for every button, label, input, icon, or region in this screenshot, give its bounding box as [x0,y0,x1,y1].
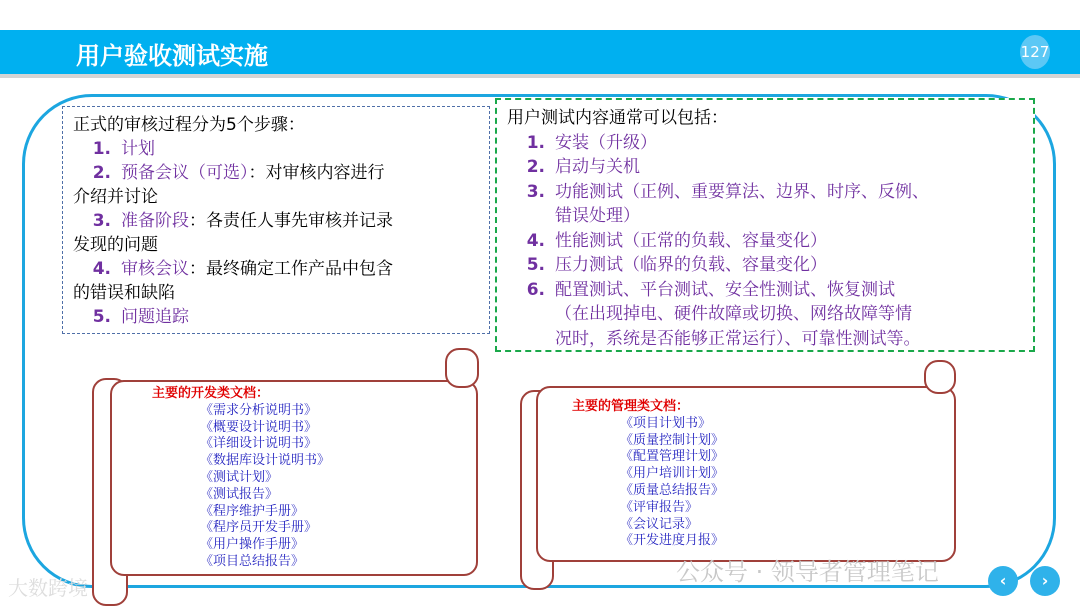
test-item [507,278,1023,303]
mgmt-doc-item: 《质量控制计划》 [620,432,725,448]
dev-doc-item: 《概要设计说明书》 [200,419,318,435]
step-title: 问题追踪 [121,307,189,327]
page-title: 用户验收测试实施 [76,42,268,70]
mgmt-doc-item: 《质量总结报告》 [620,482,725,498]
test-number: 2. [526,157,545,177]
step-continuation: 发现的问题 [73,235,158,255]
review-process-box [62,106,490,334]
dev-doc-item: 《程序员开发手册》 [200,520,318,536]
test-text: 压力测试（临界的负载、容量变化） [555,255,827,275]
test-continuation: （在出现掉电、硬件故障或切换、网络故障等情 [555,304,912,324]
step-title: 审核会议 [121,259,189,279]
mgmt-doc-item: 《开发进度月报》 [620,533,725,549]
step-text [121,305,189,329]
test-text: 性能测试（正常的负载、容量变化） [555,230,827,251]
prev-button[interactable]: ‹ [988,566,1018,596]
review-intro: 正式的审核过程分为5个步骤： [73,115,305,135]
page-number: 127 [1020,35,1050,69]
review-step [73,209,479,233]
step-number: 2. [92,163,111,183]
step-detail: ：各责任人事先审核并记录 [189,211,393,231]
step-text [121,257,393,281]
dev-doc-item: 《用户操作手册》 [200,537,305,553]
test-item [507,253,1023,278]
dev-doc-item: 《测试报告》 [200,486,279,502]
test-number: 3. [526,181,545,202]
step-title: 计划 [121,139,155,159]
step-text [121,161,385,185]
test-number: 6. [526,279,545,300]
dev-docs-heading: 主要的开发类文档： [152,386,270,401]
test-text: 启动与关机 [555,157,640,177]
mgmt-doc-item: 《评审报告》 [620,499,699,515]
review-step [73,137,479,161]
step-detail: ：对审核内容进行 [248,163,385,183]
dev-doc-item: 《数据库设计说明书》 [200,453,331,469]
review-step [73,257,479,281]
next-button[interactable]: › [1030,566,1060,596]
step-number: 5. [92,307,111,327]
test-text: 配置测试、平台测试、安全性测试、恢复测试 [555,279,895,300]
test-number: 4. [526,230,545,251]
brand-watermark: 大数跨境 [8,576,88,600]
mgmt-doc-item: 《配置管理计划》 [620,449,725,465]
test-item [507,180,1023,205]
user-test-intro: 用户测试内容通常可以包括： [507,108,728,128]
test-text: 功能测试（正例、重要算法、边界、时序、反例、 [555,181,929,202]
step-text [121,209,393,233]
step-continuation: 介绍并讨论 [73,187,158,207]
review-step [73,161,479,185]
test-number: 1. [526,132,545,153]
user-test-box [495,98,1035,352]
scroll-top-curl [445,348,479,388]
scroll-top-curl [924,360,956,394]
dev-doc-item: 《需求分析说明书》 [200,402,318,418]
mgmt-docs-heading: 主要的管理类文档： [572,399,690,414]
dev-doc-item: 《测试计划》 [200,469,279,485]
test-item [507,131,1023,156]
test-continuation: 况时，系统是否能够正常运行）、可靠性测试等。 [555,328,921,349]
test-text: 安装（升级） [555,132,657,153]
step-title: 预备会议（可选） [121,163,249,183]
step-text [121,137,155,161]
mgmt-doc-item: 《会议记录》 [620,516,699,532]
step-number: 1. [92,139,111,159]
step-number: 3. [92,211,111,231]
step-number: 4. [92,259,111,279]
mgmt-doc-item: 《项目计划书》 [620,415,712,431]
dev-doc-item: 《程序维护手册》 [200,503,305,519]
test-number: 5. [526,255,545,275]
step-title: 准备阶段 [121,211,189,231]
step-continuation: 的错误和缺陷 [73,283,175,303]
wechat-watermark: 公众号 · 领导者管理笔记 [676,558,939,586]
test-item [507,229,1023,254]
mgmt-doc-item: 《用户培训计划》 [620,466,725,482]
test-item [507,155,1023,180]
dev-docs-list [152,386,331,571]
header-bar [0,30,1080,78]
mgmt-docs-list [572,399,725,550]
dev-doc-item: 《详细设计说明书》 [200,436,318,452]
review-step [73,305,479,329]
dev-doc-item: 《项目总结报告》 [200,553,305,569]
test-continuation: 错误处理） [555,206,640,226]
step-detail: ：最终确定工作产品中包含 [189,259,393,279]
